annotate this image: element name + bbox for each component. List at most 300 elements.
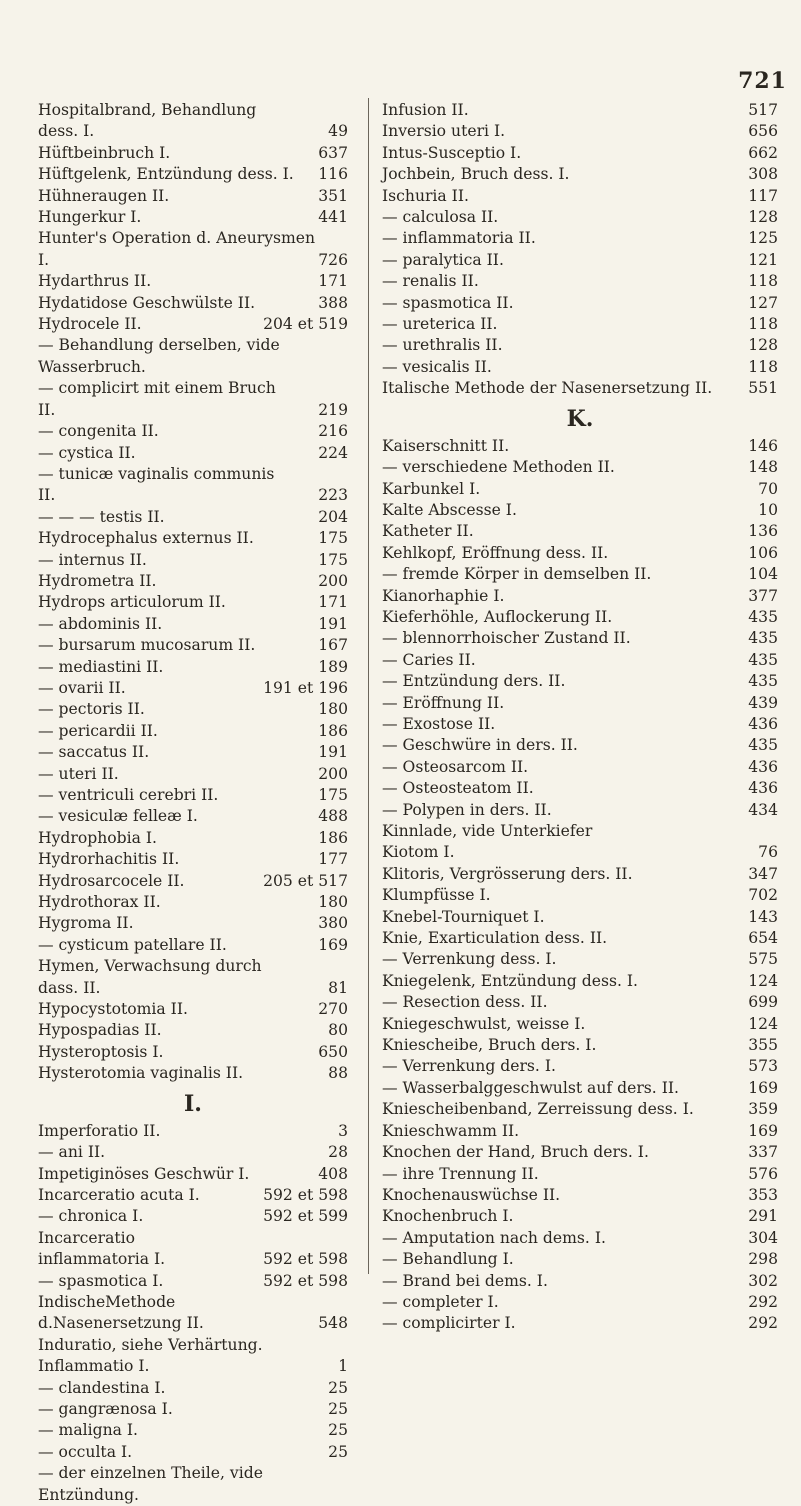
index-entry: [382, 992, 778, 1013]
entry-page-ref: 435: [748, 650, 778, 669]
index-entry: [38, 1292, 348, 1335]
index-entry: [38, 1063, 348, 1084]
index-entry: [38, 1206, 348, 1227]
index-entry: [38, 742, 348, 763]
entry-page-ref: 186: [318, 828, 348, 847]
entry-term: Karbunkel I.: [382, 479, 481, 498]
entry-term: Kehlkopf, Eröffnung dess. II.: [382, 543, 609, 562]
entry-page-ref: 143: [748, 907, 778, 926]
entry-page-ref: 308: [748, 165, 778, 184]
index-column-left: [38, 100, 348, 1506]
page-number: 721: [738, 68, 787, 94]
entry-page-ref: 10: [758, 500, 778, 519]
index-entry: [38, 571, 348, 592]
index-entry: [382, 1056, 778, 1077]
index-entry: [38, 1020, 348, 1041]
index-entry: [38, 892, 348, 913]
entry-page-ref: 167: [318, 636, 348, 655]
index-entry: [382, 928, 778, 949]
entry-page-ref: 25: [328, 1442, 348, 1461]
index-entry: [382, 271, 778, 292]
index-entry: [38, 1356, 348, 1377]
entry-term: — Entzündung ders. II.: [382, 672, 566, 691]
index-entry: [38, 592, 348, 613]
entry-term: Hydrocele II.: [38, 315, 142, 334]
entry-term: — Wasserbalggeschwulst auf ders. II.: [382, 1078, 679, 1097]
entry-page-ref: 25: [328, 1378, 348, 1397]
entry-page-ref: 656: [748, 122, 778, 141]
entry-page-ref: 118: [748, 272, 778, 291]
entry-term: Hydrothorax II.: [38, 893, 161, 912]
entry-page-ref: 434: [748, 800, 778, 819]
entry-term: — chronica I.: [38, 1207, 144, 1226]
entry-term: — gangrænosa I.: [38, 1399, 173, 1418]
entry-page-ref: 551: [748, 379, 778, 398]
index-entry: [38, 785, 348, 806]
index-entry: [382, 1185, 778, 1206]
entry-page-ref: 291: [748, 1207, 778, 1226]
entry-page-ref: 408: [318, 1164, 348, 1183]
entry-page-ref: 146: [748, 436, 778, 455]
entry-term: Imperforatio II.: [38, 1121, 161, 1140]
entry-term: — Polypen in ders. II.: [382, 800, 552, 819]
entry-term: Hüftbeinbruch I.: [38, 143, 171, 162]
entry-term: Knochen der Hand, Bruch ders. I.: [382, 1143, 649, 1162]
index-entry: [382, 335, 778, 356]
entry-page-ref: 351: [318, 186, 348, 205]
index-entry: [382, 949, 778, 970]
index-entry: [382, 378, 778, 399]
entry-page-ref: 186: [318, 721, 348, 740]
entry-term: — fremde Körper in demselben II.: [382, 565, 652, 584]
entry-page-ref: 436: [748, 779, 778, 798]
entry-term: Jochbein, Bruch dess. I.: [382, 165, 570, 184]
entry-term: — internus II.: [38, 550, 147, 569]
entry-term: Knochenauswüchse II.: [382, 1185, 561, 1204]
index-entry: [382, 842, 778, 863]
entry-term: Inversio uteri I.: [382, 122, 506, 141]
section-letter: I.: [184, 1090, 202, 1117]
entry-page-ref: 175: [318, 550, 348, 569]
column-divider: [368, 98, 369, 1274]
entry-term: Katheter II.: [382, 522, 474, 541]
index-entry: [38, 228, 348, 271]
entry-term: — verschiedene Methoden II.: [382, 458, 615, 477]
entry-page-ref: 592 et 598: [263, 1250, 348, 1269]
entry-term: — cysticum patellare II.: [38, 935, 227, 954]
entry-page-ref: 171: [318, 272, 348, 291]
index-entry: [382, 714, 778, 735]
entry-page-ref: 124: [748, 971, 778, 990]
entry-term: Knieschwamm II.: [382, 1121, 520, 1140]
entry-page-ref: 118: [748, 315, 778, 334]
index-entry: [38, 464, 348, 507]
entry-term: — tunicæ vaginalis communis II.: [38, 464, 275, 505]
entry-term: — ani II.: [38, 1143, 106, 1162]
index-entry: [382, 1164, 778, 1185]
index-entry: [382, 1228, 778, 1249]
entry-term: Hydrocephalus externus II.: [38, 529, 254, 548]
entry-page-ref: 388: [318, 293, 348, 312]
entry-page-ref: 1: [338, 1357, 348, 1376]
entry-term: — mediastini II.: [38, 657, 164, 676]
entry-page-ref: 216: [318, 422, 348, 441]
entry-page-ref: 180: [318, 700, 348, 719]
index-column-right: [382, 100, 778, 1335]
entry-page-ref: 169: [748, 1078, 778, 1097]
index-entry: [38, 764, 348, 785]
entry-term: Hydrophobia I.: [38, 828, 157, 847]
entry-page-ref: 592 et 598: [263, 1185, 348, 1204]
entry-page-ref: 359: [748, 1100, 778, 1119]
entry-term: — abdominis II.: [38, 614, 163, 633]
entry-page-ref: 517: [748, 101, 778, 119]
entry-page-ref: 125: [748, 229, 778, 248]
entry-term: Hydrops articulorum II.: [38, 593, 226, 612]
entry-term: — vesicalis II.: [382, 357, 492, 376]
entry-term: — Amputation nach dems. I.: [382, 1228, 606, 1247]
entry-page-ref: 548: [318, 1314, 348, 1333]
index-entry: [382, 121, 778, 142]
entry-term: — — — testis II.: [38, 507, 165, 526]
entry-term: — maligna I.: [38, 1421, 139, 1440]
entry-page-ref: 70: [758, 479, 778, 498]
entry-page-ref: 353: [748, 1185, 778, 1204]
entry-term: — bursarum mucosarum II.: [38, 636, 256, 655]
entry-page-ref: 189: [318, 657, 348, 676]
entry-term: — complicirt mit einem Bruch II.: [38, 379, 276, 419]
entry-term: Kinnlade, vide Unterkiefer: [382, 822, 593, 840]
entry-term: Impetiginöses Geschwür I.: [38, 1164, 250, 1183]
entry-term: — spasmotica II.: [382, 293, 514, 312]
entry-term: — ihre Trennung II.: [382, 1164, 539, 1183]
index-entry: [382, 864, 778, 885]
index-entry: [38, 678, 348, 699]
entry-term: Knebel-Tourniquet I.: [382, 907, 545, 926]
entry-term: Hydatidose Geschwülste II.: [38, 293, 256, 312]
entry-page-ref: 104: [748, 565, 778, 584]
index-entry: [382, 521, 778, 542]
entry-page-ref: 191 et 196: [263, 678, 348, 697]
index-entry: [38, 293, 348, 314]
entry-page-ref: 200: [318, 571, 348, 590]
entry-term: — ovarii II.: [38, 678, 126, 697]
entry-page-ref: 302: [748, 1271, 778, 1290]
entry-term: Hysteroptosis I.: [38, 1042, 164, 1061]
entry-term: Klitoris, Vergrösserung ders. II.: [382, 864, 633, 883]
index-entry: [38, 1399, 348, 1420]
index-entry: [38, 614, 348, 635]
entry-page-ref: 576: [748, 1164, 778, 1183]
entry-term: Hydrorhachitis II.: [38, 850, 180, 869]
index-entry: [382, 543, 778, 564]
index-entry: [38, 314, 348, 335]
entry-page-ref: 128: [748, 336, 778, 355]
index-entry: [38, 100, 348, 143]
entry-term: — clandestina I.: [38, 1378, 166, 1397]
entry-term: Intus-Susceptio I.: [382, 143, 522, 162]
entry-page-ref: 435: [748, 607, 778, 626]
entry-term: — Verrenkung ders. I.: [382, 1057, 556, 1076]
entry-page-ref: 106: [748, 543, 778, 562]
entry-page-ref: 169: [318, 935, 348, 954]
index-entry: [38, 999, 348, 1020]
entry-term: — pectoris II.: [38, 700, 145, 719]
entry-term: Ischuria II.: [382, 186, 469, 205]
entry-term: Hypocystotomia II.: [38, 1000, 188, 1019]
entry-page-ref: 118: [748, 357, 778, 376]
entry-term: — renalis II.: [382, 272, 479, 291]
entry-term: — spasmotica I.: [38, 1271, 164, 1290]
index-entry: [38, 1228, 348, 1271]
entry-page-ref: 205 et 517: [263, 871, 348, 890]
entry-term: Hypospadias II.: [38, 1021, 162, 1040]
index-entry: [382, 1206, 778, 1227]
entry-page-ref: 488: [318, 807, 348, 826]
entry-term: Hydrosarcocele II.: [38, 871, 185, 890]
entry-term: — vesiculæ felleæ I.: [38, 807, 198, 826]
index-entry: [38, 528, 348, 549]
index-entry: [382, 1313, 778, 1334]
entry-page-ref: 76: [758, 843, 778, 862]
entry-page-ref: 304: [748, 1228, 778, 1247]
index-entry: [38, 186, 348, 207]
entry-page-ref: 191: [318, 743, 348, 762]
index-entry: [38, 806, 348, 827]
index-entry: [38, 1271, 348, 1292]
entry-page-ref: 223: [318, 486, 348, 505]
index-entry: [382, 457, 778, 478]
entry-page-ref: 292: [748, 1314, 778, 1333]
index-entry: [382, 1271, 778, 1292]
entry-term: — saccatus II.: [38, 743, 150, 762]
entry-page-ref: 435: [748, 672, 778, 691]
entry-page-ref: 592 et 598: [263, 1271, 348, 1290]
section-letter: K.: [566, 405, 594, 432]
entry-page-ref: 435: [748, 736, 778, 755]
entry-page-ref: 573: [748, 1057, 778, 1076]
entry-page-ref: 224: [318, 443, 348, 462]
index-entry: [382, 436, 778, 457]
entry-page-ref: 136: [748, 522, 778, 541]
index-entry: [382, 607, 778, 628]
entry-term: Hüftgelenk, Entzündung dess. I.: [38, 165, 294, 184]
entry-term: Hungerkur I.: [38, 208, 142, 227]
entry-page-ref: 702: [748, 886, 778, 905]
index-entry: [382, 735, 778, 756]
index-entry: [38, 335, 348, 378]
entry-term: Italische Methode der Nasenersetzung II.: [382, 379, 713, 398]
index-entry: [382, 1121, 778, 1142]
entry-page-ref: 355: [748, 1036, 778, 1055]
index-entry: [38, 956, 348, 999]
index-entry: [38, 507, 348, 528]
entry-page-ref: 439: [748, 693, 778, 712]
entry-term: Kniegelenk, Entzündung dess. I.: [382, 971, 638, 990]
index-entry: [382, 650, 778, 671]
entry-page-ref: 127: [748, 293, 778, 312]
entry-term: — Geschwüre in ders. II.: [382, 736, 578, 755]
entry-term: — Behandlung I.: [382, 1250, 514, 1269]
entry-term: Hospitalbrand, Behandlung dess. I.: [38, 101, 257, 141]
entry-page-ref: 117: [748, 186, 778, 205]
entry-term: Hygroma II.: [38, 914, 134, 933]
index-entry: [382, 885, 778, 906]
entry-page-ref: 49: [328, 122, 348, 141]
entry-term: Kniescheibenband, Zerreissung dess. I.: [382, 1100, 694, 1119]
entry-page-ref: 25: [328, 1421, 348, 1440]
entry-page-ref: 80: [328, 1021, 348, 1040]
entry-term: Kniegeschwulst, weisse I.: [382, 1014, 586, 1033]
entry-page-ref: 81: [328, 978, 348, 997]
entry-page-ref: 191: [318, 614, 348, 633]
index-entry: [382, 564, 778, 585]
index-entry: [38, 1121, 348, 1142]
entry-term: — Caries II.: [382, 650, 476, 669]
entry-term: Kianorhaphie I.: [382, 586, 505, 605]
entry-page-ref: 219: [318, 400, 348, 419]
entry-term: Hymen, Verwachsung durch dass. II.: [38, 957, 262, 997]
entry-term: — Resection dess. II.: [382, 993, 548, 1012]
entry-term: — occulta I.: [38, 1442, 133, 1461]
entry-term: — Verrenkung dess. I.: [382, 950, 557, 969]
entry-term: Inflammatio I.: [38, 1357, 150, 1376]
entry-term: Kiotom I.: [382, 843, 455, 862]
entry-page-ref: 171: [318, 593, 348, 612]
entry-term: Knochenbruch I.: [382, 1207, 514, 1226]
index-entry: [382, 971, 778, 992]
entry-page-ref: 575: [748, 950, 778, 969]
index-entry: [38, 550, 348, 571]
entry-term: Kalte Abscesse I.: [382, 500, 517, 519]
index-entry: [382, 800, 778, 821]
entry-page-ref: 337: [748, 1143, 778, 1162]
entry-page-ref: 177: [318, 850, 348, 869]
entry-term: — calculosa II.: [382, 208, 499, 227]
entry-page-ref: 436: [748, 757, 778, 776]
index-entry: [38, 1420, 348, 1441]
entry-page-ref: 662: [748, 143, 778, 162]
entry-page-ref: 128: [748, 208, 778, 227]
index-entry: [38, 1463, 348, 1506]
index-entry: [382, 207, 778, 228]
index-entry: [38, 378, 348, 421]
index-entry: [382, 693, 778, 714]
entry-page-ref: 650: [318, 1042, 348, 1061]
index-entry: [382, 628, 778, 649]
index-entry: [382, 1035, 778, 1056]
entry-page-ref: 592 et 599: [263, 1207, 348, 1226]
entry-page-ref: 441: [318, 208, 348, 227]
entry-term: — Osteosarcom II.: [382, 757, 529, 776]
entry-page-ref: 380: [318, 914, 348, 933]
entry-term: — Exostose II.: [382, 714, 496, 733]
index-entry: [38, 721, 348, 742]
entry-page-ref: 347: [748, 864, 778, 883]
index-entry: [38, 1185, 348, 1206]
entry-term: — paralytica II.: [382, 250, 504, 269]
index-entry: [38, 271, 348, 292]
entry-page-ref: 292: [748, 1292, 778, 1311]
index-entry: [382, 671, 778, 692]
entry-term: Hydrometra II.: [38, 571, 157, 590]
entry-term: Knie, Exarticulation dess. II.: [382, 929, 608, 948]
entry-page-ref: 204 et 519: [263, 315, 348, 334]
entry-page-ref: 169: [748, 1121, 778, 1140]
index-entry: [382, 250, 778, 271]
entry-term: — urethralis II.: [382, 336, 503, 355]
index-entry: [38, 143, 348, 164]
index-entry: [38, 657, 348, 678]
entry-term: — congenita II.: [38, 422, 159, 441]
entry-term: — der einzelnen Theile, vide Entzündung.: [38, 1464, 263, 1504]
index-entry: [382, 1014, 778, 1035]
entry-term: — completer I.: [382, 1292, 499, 1311]
index-entry: [382, 586, 778, 607]
entry-term: Kieferhöhle, Auflockerung II.: [382, 607, 613, 626]
entry-page-ref: 121: [748, 250, 778, 269]
entry-term: — Behandlung derselben, vide Wasserbruch.: [38, 336, 280, 376]
entry-term: Infusion II.: [382, 101, 469, 119]
index-entry: [382, 357, 778, 378]
entry-term: Incarceratio inflammatoria I.: [38, 1228, 166, 1269]
index-entry: [382, 1292, 778, 1313]
entry-page-ref: 3: [338, 1121, 348, 1140]
entry-page-ref: 124: [748, 1014, 778, 1033]
index-entry: [382, 778, 778, 799]
entry-page-ref: 116: [318, 165, 348, 184]
index-entry: [382, 293, 778, 314]
entry-page-ref: 175: [318, 529, 348, 548]
index-entry: [38, 871, 348, 892]
index-entry: [382, 500, 778, 521]
entry-term: Kaiserschnitt II.: [382, 436, 510, 455]
index-entry: [38, 935, 348, 956]
entry-page-ref: 28: [328, 1143, 348, 1162]
entry-term: — blennorrhoischer Zustand II.: [382, 629, 631, 648]
index-entry: [38, 699, 348, 720]
entry-term: Induratio, siehe Verhärtung.: [38, 1335, 263, 1354]
entry-page-ref: 88: [328, 1064, 348, 1083]
entry-term: Klumpfüsse I.: [382, 886, 491, 905]
index-entry: [38, 635, 348, 656]
entry-page-ref: 25: [328, 1399, 348, 1418]
entry-page-ref: 270: [318, 1000, 348, 1019]
index-entry: [38, 849, 348, 870]
index-entry: [38, 207, 348, 228]
entry-page-ref: 699: [748, 993, 778, 1012]
entry-term: Hunter's Operation d. Aneurysmen I.: [38, 229, 316, 269]
entry-page-ref: 175: [318, 786, 348, 804]
index-entry: [382, 1099, 778, 1120]
index-entry: [38, 1378, 348, 1399]
index-entry: [382, 821, 778, 842]
entry-term: Incarceratio acuta I.: [38, 1185, 200, 1204]
index-entry: [382, 100, 778, 121]
index-entry: [382, 1249, 778, 1270]
index-entry: [38, 1042, 348, 1063]
entry-page-ref: 637: [318, 143, 348, 162]
index-entry: [382, 143, 778, 164]
entry-page-ref: 148: [748, 458, 778, 477]
entry-page-ref: 436: [748, 714, 778, 733]
entry-term: — uteri II.: [38, 764, 119, 783]
index-entry: [38, 1164, 348, 1185]
entry-term: — Eröffnung II.: [382, 693, 505, 712]
index-entry: [38, 421, 348, 442]
entry-page-ref: 377: [748, 586, 778, 605]
entry-term: Hühneraugen II.: [38, 186, 170, 205]
